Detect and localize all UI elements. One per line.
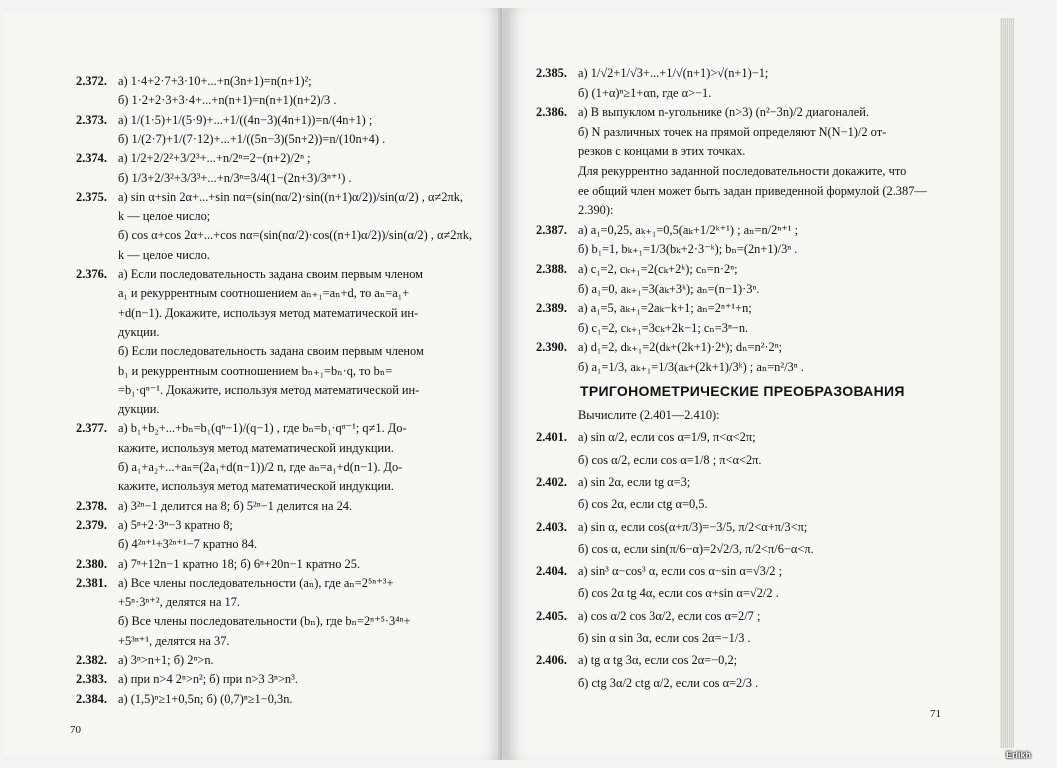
problem-text: б) N различных точек на прямой определяют N(N−1)/2 от- <box>578 124 887 139</box>
problem-text: а) 1/2+2/2²+3/2³+...+n/2ⁿ=2−(n+2)/2ⁿ ; <box>118 151 311 166</box>
problem-text: +5³ⁿ⁺¹, делятся на 37. <box>118 633 230 648</box>
text-line <box>76 267 423 281</box>
problem-text: а) Если последовательность задана своим первым членом <box>118 267 424 281</box>
problem-text: кажите, используя метод математической индукции. <box>118 440 394 455</box>
text-line <box>536 430 756 444</box>
problem-text: б) cos 2α tg 4α, если cos α+sin α=√2/2 . <box>578 586 779 601</box>
problem-text: б) sin α sin 3α, если cos 2α=−1/3 . <box>578 631 751 645</box>
text-line <box>578 676 758 690</box>
left-page <box>4 8 502 760</box>
left-page-number: 70 <box>70 724 81 736</box>
text-line <box>118 344 424 358</box>
text-line <box>578 321 748 335</box>
text-line <box>76 499 352 513</box>
problem-number: 2.383. <box>76 672 107 687</box>
text-line <box>578 164 906 178</box>
problem-text: а) при n>4 2ⁿ>n²; б) при n>3 3ⁿ>n³. <box>118 672 298 687</box>
problem-text: резков с концами в этих точках. <box>578 144 746 159</box>
right-page <box>506 8 1001 760</box>
problem-number: 2.379. <box>76 517 107 532</box>
problem-text: б) 1/(2·7)+1/(7·12)+...+1/((5n−3)(5n+2))=n/(10n+4) . <box>118 131 386 146</box>
text-line <box>118 132 385 146</box>
problem-text: а) cos α/2 cos 3α/2, если cos α=2/7 ; <box>578 608 761 623</box>
problem-number: 2.389. <box>536 301 567 316</box>
text-line <box>578 242 797 256</box>
text-line <box>118 479 394 493</box>
text-line <box>536 564 782 578</box>
problem-number: 2.402. <box>536 474 567 489</box>
text-line <box>118 402 160 416</box>
problem-number: 2.387. <box>536 222 567 237</box>
problem-number: 2.373. <box>76 112 107 127</box>
problem-text: а) В выпуклом n-угольнике (n>3) (n²−3n)/2 диагоналей. <box>578 105 869 120</box>
page-edges <box>1000 18 1014 748</box>
text-line <box>118 286 409 300</box>
problem-number: 2.404. <box>536 564 567 579</box>
problem-number: 2.377. <box>76 421 107 436</box>
problem-text: дукции. <box>118 324 160 339</box>
problem-text: б) ctg 3α/2 ctg α/2, если cos α=2/3 . <box>578 675 759 690</box>
problem-text: б) 1/3+2/3²+3/3³+...+n/3ⁿ=3/4(1−(2n+3)/3ⁿ⁺¹) . <box>118 170 352 185</box>
problem-number: 2.405. <box>536 608 567 623</box>
problem-number: 2.390. <box>536 340 567 355</box>
text-line <box>536 262 738 276</box>
problem-text: б) a₁=1/3, aₖ₊₁=1/3(aₖ+(2k+1)/3ᵏ) ; aₙ=n²/3ⁿ . <box>578 360 804 374</box>
problem-text: а) 1/(1·5)+1/(5·9)+...+1/((4n−3)(4n+1))=n/(4n+1) ; <box>118 112 373 127</box>
text-line <box>578 586 779 600</box>
problem-text: b₁ и рекуррентным соотношением bₙ₊₁=bₙ·q, то bₙ= <box>118 363 393 378</box>
problem-text: а) Все члены последовательности (aₙ), где aₙ=2⁵ⁿ⁺³+ <box>118 575 394 590</box>
text-line <box>578 125 886 139</box>
problem-text: дукции. <box>118 402 160 417</box>
problem-text: а) sin α+sin 2α+...+sin nα=(sin(nα/2)·sin((n+1)α/2))/sin(α/2) , α≠2πk, <box>118 189 464 204</box>
problem-text: а) sin α, если cos(α+π/3)=−3/5, π/2<α+π/3<π; <box>578 519 808 534</box>
text-line <box>118 595 240 609</box>
problem-text: б) 1·2+2·3+3·4+...+n(n+1)=n(n+1)(n+2)/3 . <box>118 93 337 108</box>
problem-text: а) sin α/2, если cos α=1/9, π<α<2π; <box>578 430 756 445</box>
problem-text: а) c₁=2, cₖ₊₁=2(cₖ+2ᵏ); cₙ=n·2ⁿ; <box>578 262 738 276</box>
text-line <box>118 537 257 551</box>
problem-text: б) (1+α)ⁿ≥1+αn, где α>−1. <box>578 85 712 100</box>
text-line <box>76 74 312 88</box>
text-line <box>118 364 392 378</box>
problem-text: =b₁·qⁿ⁻¹. Докажите, используя метод математической ин- <box>118 382 420 397</box>
text-line <box>536 520 807 534</box>
text-line <box>578 184 927 198</box>
problem-text: б) b₁=1, bₖ₊₁=1/3(bₖ+2·3⁻ᵏ); bₙ=(2n+1)/3ⁿ . <box>578 242 798 257</box>
problem-text: а) (1,5)ⁿ≥1+0,5n; б) (0,7)ⁿ≥1−0,3n. <box>118 691 293 706</box>
right-page-number: 71 <box>930 708 941 720</box>
problem-text: а) 3ⁿ>n+1; б) 2ⁿ>n. <box>118 653 214 667</box>
problem-number: 2.386. <box>536 105 567 120</box>
text-line <box>118 441 394 455</box>
text-line <box>76 576 393 590</box>
text-line <box>578 86 711 100</box>
problem-number: 2.374. <box>76 151 107 166</box>
problem-text: б) Все члены последовательности (bₙ), где bₙ=2ⁿ⁺⁵·3⁴ⁿ+ <box>118 614 411 629</box>
problem-number: 2.375. <box>76 189 107 204</box>
text-line <box>578 282 760 296</box>
problem-text: б) Если последовательность задана своим первым членом <box>118 344 424 359</box>
text-line <box>76 672 298 686</box>
text-line <box>76 190 463 204</box>
text-line <box>76 692 293 706</box>
text-line <box>76 421 407 435</box>
text-line <box>76 653 214 667</box>
problem-number: 2.385. <box>536 66 567 80</box>
text-line <box>118 93 336 107</box>
problem-number: 2.380. <box>76 556 107 571</box>
problem-number: 2.376. <box>76 267 107 281</box>
section-heading: ТРИГОНОМЕТРИЧЕСКИЕ ПРЕОБРАЗОВАНИЯ <box>580 383 905 399</box>
text-line <box>76 113 372 127</box>
text-line <box>118 228 472 242</box>
problem-number: 2.388. <box>536 262 567 276</box>
text-line <box>536 66 768 80</box>
text-line <box>76 151 311 165</box>
problem-text: а) 1·4+2·7+3·10+...+n(3n+1)=n(n+1)²; <box>118 74 312 88</box>
text-line <box>118 460 402 474</box>
problem-text: б) 4²ⁿ⁺¹+3²ⁿ⁺¹−7 кратно 84. <box>118 537 258 552</box>
text-line <box>536 105 869 119</box>
text-line <box>118 209 210 223</box>
problem-text: а) 7ⁿ+12n−1 кратно 18; б) 6ⁿ+20n−1 кратно 25. <box>118 556 361 571</box>
text-line <box>118 306 418 320</box>
problem-text: +5ⁿ·3ⁿ⁺², делятся на 17. <box>118 595 241 610</box>
problem-number: 2.378. <box>76 498 107 513</box>
text-line <box>118 171 352 185</box>
problem-text: k — целое число; <box>118 209 211 224</box>
problem-text: б) a₁+a₂+...+aₙ=(2a₁+d(n−1))/2 n, где aₙ=a₁+d(n−1). До- <box>118 460 403 474</box>
problem-text: кажите, используя метод математической индукции. <box>118 479 394 494</box>
problem-text: б) cos 2α, если ctg α=0,5. <box>578 497 708 512</box>
text-line <box>118 383 419 397</box>
text-line <box>536 609 760 623</box>
text-line <box>118 634 230 648</box>
problem-text: а) sin³ α−cos³ α, если cos α−sin α=√3/2 ; <box>578 564 783 579</box>
problem-number: 2.403. <box>536 519 567 534</box>
problem-number: 2.401. <box>536 430 567 445</box>
problem-number: 2.382. <box>76 653 107 667</box>
text-line <box>578 408 720 422</box>
text-line <box>536 223 798 237</box>
problem-text: б) cos α/2, если cos α=1/8 ; π<α<2π. <box>578 452 762 467</box>
text-line <box>578 203 613 217</box>
problem-text: Для рекуррентно заданной последовательности докажите, что <box>578 164 907 178</box>
problem-text: б) a₁=0, aₖ₊₁=3(aₖ+3ᵏ); aₙ=(n−1)·3ⁿ. <box>578 281 760 296</box>
text-line <box>578 360 804 374</box>
problem-number: 2.406. <box>536 653 567 668</box>
problem-text: а) tg α tg 3α, если cos 2α=−0,2; <box>578 653 738 668</box>
text-line <box>536 340 782 354</box>
problem-text: а) sin 2α, если tg α=3; <box>578 474 691 489</box>
text-line <box>578 144 745 158</box>
problem-text: а) d₁=2, dₖ₊₁=2(dₖ+(2k+1)·2ᵏ); dₙ=n²·2ⁿ; <box>578 340 783 355</box>
text-line <box>578 542 814 556</box>
text-line <box>118 614 410 628</box>
watermark-text: Erlikh <box>1006 750 1032 760</box>
text-line <box>578 453 762 467</box>
text-line <box>578 631 751 645</box>
problem-text: а) 1/√2+1/√3+...+1/√(n+1)>√(n+1)−1; <box>578 66 769 80</box>
text-line <box>578 497 708 511</box>
problem-text: +d(n−1). Докажите, используя метод математической ин- <box>118 305 419 320</box>
left-page-content <box>4 8 502 760</box>
problem-text: б) cos α, если sin(π/6−α)=2√2/3, π/2<π/6−α<π. <box>578 541 814 556</box>
text-line <box>118 325 160 339</box>
problem-text: ее общий член может быть задан приведенной формулой (2.387— <box>578 183 927 198</box>
text-line <box>76 518 233 532</box>
problem-number: 2.372. <box>76 74 107 88</box>
problem-text: Вычислите (2.401—2.410): <box>578 408 720 422</box>
problem-text: а) a₁=5, aₖ₊₁=2aₖ−k+1; aₙ=2ⁿ⁺¹+n; <box>578 301 752 316</box>
problem-text: 2.390): <box>578 203 614 218</box>
text-line <box>536 653 737 667</box>
problem-text: а) a₁=0,25, aₖ₊₁=0,5(aₖ+1/2ᵏ⁺¹) ; aₙ=n/2ⁿ⁺¹ ; <box>578 222 799 237</box>
problem-text: a₁ и рекуррентным соотношением aₙ₊₁=aₙ+d, то aₙ=a₁+ <box>118 286 410 301</box>
text-line <box>536 301 752 315</box>
text-line <box>118 248 210 262</box>
problem-text: а) 3²ⁿ−1 делится на 8; б) 5²ⁿ−1 делится на 24. <box>118 498 353 513</box>
problem-text: k — целое число. <box>118 247 210 262</box>
problem-text: б) cos α+cos 2α+...+cos nα=(sin(nα/2)·cos((n+1)α/2))/sin(α/2) , α≠2πk, <box>118 228 473 243</box>
problem-text: а) b₁+b₂+...+bₙ=b₁(qⁿ−1)/(q−1) , где bₙ=b₁·qⁿ⁻¹; q≠1. До- <box>118 421 407 436</box>
problem-number: 2.381. <box>76 575 107 590</box>
problem-text: а) 5ⁿ+2·3ⁿ−3 кратно 8; <box>118 517 233 532</box>
problem-number: 2.384. <box>76 691 107 706</box>
problem-text: б) c₁=2, cₖ₊₁=3cₖ+2k−1; cₙ=3ⁿ−n. <box>578 320 749 335</box>
text-line <box>536 475 690 489</box>
text-line <box>76 557 360 571</box>
